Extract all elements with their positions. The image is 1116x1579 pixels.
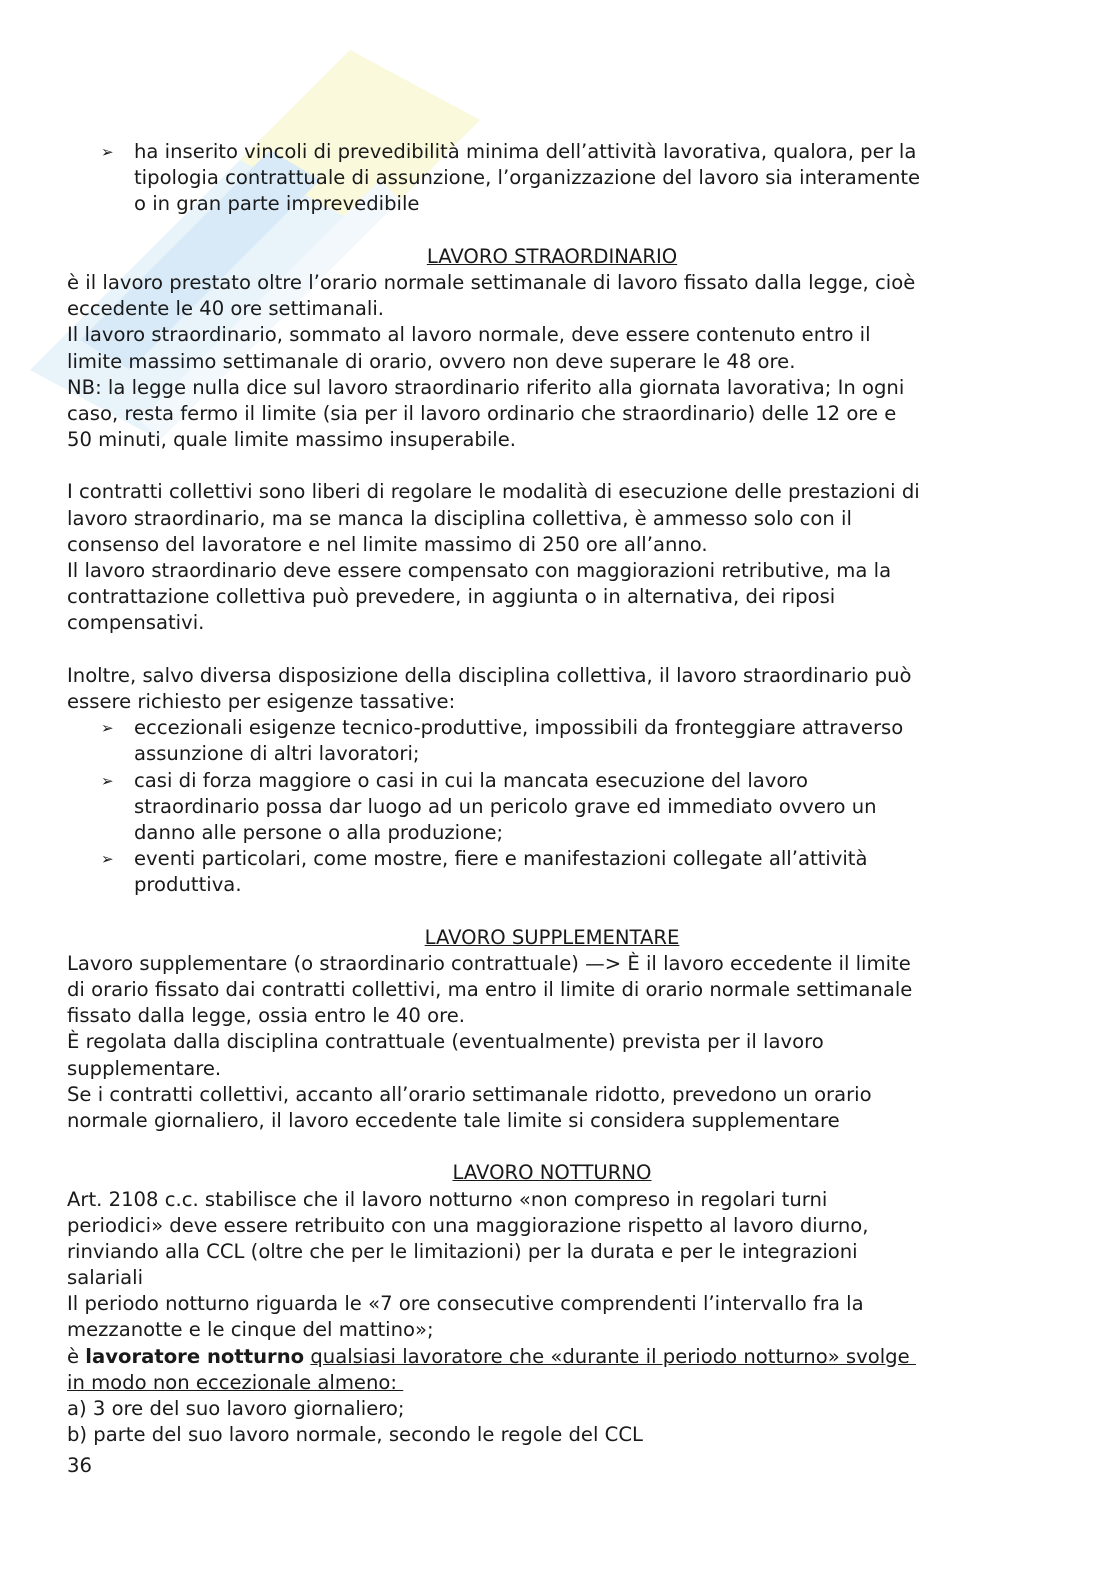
arrowhead-bullet-icon: ➢ (101, 771, 114, 790)
blank-line (67, 898, 1067, 924)
bullet-text: ha inserito vincoli di prevedibilità minima dell’attività lavorativa, qualora, per la (134, 140, 917, 163)
bullet-item-continuation (67, 794, 1067, 820)
text-line: NB: la legge nulla dice sul lavoro straordinario riferito alla giornata lavorativa; In ogni (67, 375, 905, 399)
text-line: periodici» deve essere retribuito con una maggiorazione rispetto al lavoro diurno, (67, 1213, 869, 1237)
bold-term: lavoratore notturno (85, 1344, 305, 1368)
text-line: di orario fissato dai contratti collettivi, ma entro il limite di orario normale settimanale (67, 978, 913, 1001)
text-line: compensativi. (67, 611, 205, 635)
bullet-text: eccezionali esigenze tecnico-produttive, impossibili da fronteggiare attraverso (134, 716, 904, 740)
bullet-item (67, 846, 1067, 872)
page-number: 36 (67, 1454, 92, 1477)
text-line: Art. 2108 c.c. stabilisce che il lavoro notturno «non compreso in regolari turni (67, 1187, 828, 1211)
bullet-item (67, 768, 1067, 794)
bullet-text: produttiva. (134, 873, 242, 897)
text-line: lavoro straordinario, ma se manca la disciplina collettiva, è ammesso solo con il (67, 506, 852, 530)
text-line: consenso del lavoratore e nel limite massimo di 250 ore all’anno. (67, 532, 708, 556)
text-line: Il periodo notturno riguarda le «7 ore consecutive comprendenti l’intervallo fra la (67, 1292, 864, 1316)
bullet-item-continuation (67, 741, 1067, 767)
text-line: essere richiesto per esigenze tassative: (67, 689, 456, 713)
text-line: normale giornaliero, il lavoro eccedente tale limite si considera supplementare (67, 1108, 840, 1132)
text-line: supplementare. (67, 1056, 222, 1080)
arrowhead-bullet-icon: ➢ (101, 143, 114, 161)
document-body (67, 139, 1067, 1448)
blank-line (67, 218, 1067, 244)
section-heading: LAVORO SUPPLEMENTARE (424, 925, 680, 949)
text-line: a) 3 ore del suo lavoro giornaliero; (67, 1397, 405, 1420)
bullet-item (67, 139, 1067, 165)
bullet-text: danno alle persone o alla produzione; (134, 820, 504, 844)
text-line (67, 1344, 1067, 1370)
text-line: Lavoro supplementare (o straordinario contrattuale) —> È il lavoro eccedente il limite (67, 951, 911, 975)
bullet-item-continuation (67, 820, 1067, 846)
arrowhead-bullet-icon: ➢ (101, 719, 114, 738)
text-line: I contratti collettivi sono liberi di regolare le modalità di esecuzione delle prestazioni di (67, 480, 920, 504)
bullet-text: straordinario possa dar luogo ad un pericolo grave ed immediato ovvero un (134, 794, 877, 818)
text-line: Se i contratti collettivi, accanto all’orario settimanale ridotto, prevedono un orario (67, 1082, 872, 1106)
underlined-text: qualsiasi lavoratore che «durante il periodo notturno» svolge (310, 1344, 916, 1368)
text-segment: è (67, 1344, 86, 1368)
text-line: limite massimo settimanale di orario, ovvero non deve superare le 48 ore. (67, 349, 796, 373)
bullet-item (67, 715, 1067, 741)
blank-line (67, 1134, 1067, 1160)
text-line: è il lavoro prestato oltre l’orario normale settimanale di lavoro fissato dalla legge, cioè (67, 270, 916, 294)
text-line: b) parte del suo lavoro normale, secondo le regole del CCL (67, 1423, 643, 1447)
text-line: fissato dalla legge, ossia entro le 40 ore. (67, 1004, 465, 1028)
underlined-text: in modo non eccezionale almeno: (67, 1370, 404, 1394)
bullet-text: eventi particolari, come mostre, fiere e manifestazioni collegate all’attività (134, 847, 868, 871)
bullet-text: tipologia contrattuale di assunzione, l’organizzazione del lavoro sia interamente (134, 166, 921, 190)
text-line: contrattazione collettiva può prevedere, in aggiunta o in alternativa, dei riposi (67, 585, 836, 609)
section-heading: LAVORO NOTTURNO (452, 1161, 652, 1185)
text-line: Il lavoro straordinario deve essere compensato con maggiorazioni retributive, ma la (67, 559, 892, 582)
bullet-text: o in gran parte imprevedibile (134, 192, 420, 216)
text-line: eccedente le 40 ore settimanali. (67, 297, 385, 321)
bullet-text: assunzione di altri lavoratori; (134, 742, 420, 766)
text-line: Inoltre, salvo diversa disposizione della disciplina collettiva, il lavoro straordinario può (67, 663, 912, 687)
section-heading: LAVORO STRAORDINARIO (426, 244, 678, 268)
bullet-item-continuation (67, 872, 1067, 898)
bullet-item-continuation (67, 165, 1067, 191)
bullet-item-continuation (67, 191, 1067, 217)
text-line: Il lavoro straordinario, sommato al lavoro normale, deve essere contenuto entro il (67, 323, 871, 347)
blank-line (67, 453, 1067, 479)
text-line: È regolata dalla disciplina contrattuale (eventualmente) prevista per il lavoro (67, 1030, 824, 1054)
text-line (67, 1370, 1067, 1396)
text-line: mezzanotte e le cinque del mattino»; (67, 1318, 434, 1342)
arrowhead-bullet-icon: ➢ (101, 850, 114, 869)
blank-line (67, 637, 1067, 663)
text-line: rinviando alla CCL (oltre che per le limitazioni) per la durata e per le integrazioni (67, 1239, 858, 1263)
bullet-text: casi di forza maggiore o casi in cui la mancata esecuzione del lavoro (134, 768, 808, 792)
text-line: salariali (67, 1266, 144, 1290)
text-line: caso, resta fermo il limite (sia per il lavoro ordinario che straordinario) delle 12 ore e (67, 401, 897, 425)
text-line: 50 minuti, quale limite massimo insuperabile. (67, 428, 516, 452)
